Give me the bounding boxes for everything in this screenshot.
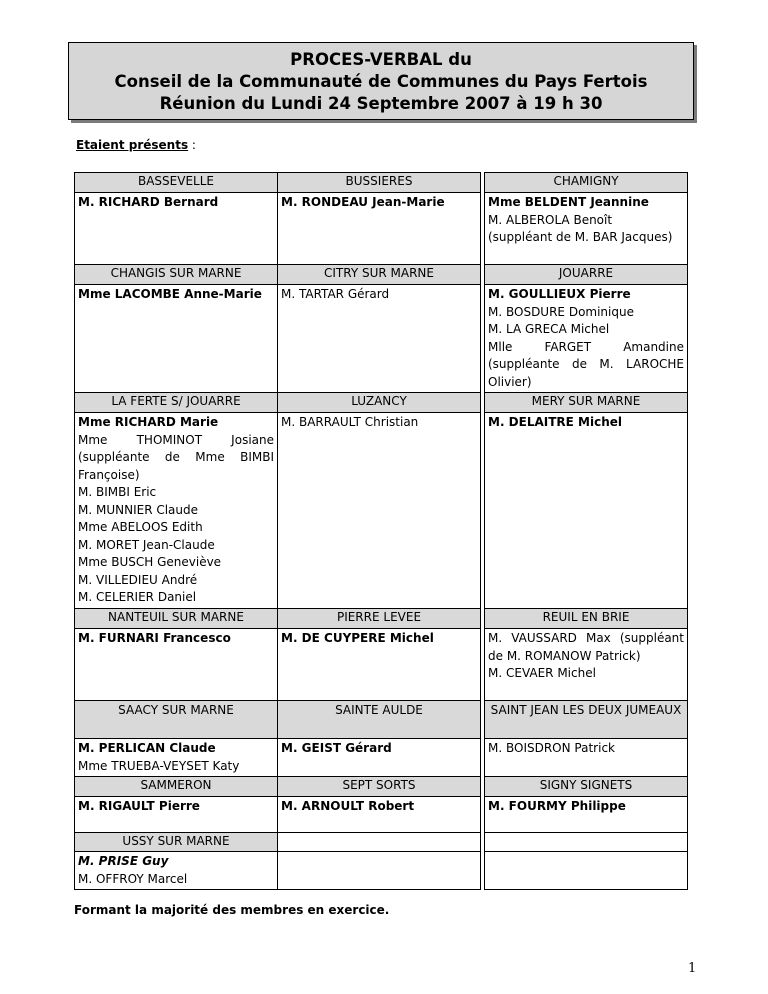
member-name: M. VAUSSARD Max (suppléant de M. ROMANOW Patrick): [488, 631, 684, 663]
present-label: Etaient présents: [76, 138, 189, 152]
member-cell: [485, 629, 688, 701]
member-name: M. LA GRECA Michel: [488, 322, 610, 336]
member-cell: [75, 285, 278, 393]
commune-header: SAINT JEAN LES DEUX JUMEAUX: [485, 701, 688, 739]
member-name: M. ALBEROLA Benoît: [488, 212, 613, 227]
member-name: (suppléant de M. BAR Jacques): [488, 230, 673, 244]
commune-header: BASSEVELLE: [75, 173, 278, 193]
member-cell: [278, 193, 481, 265]
member-name: Mme LACOMBE Anne-Marie: [78, 287, 262, 301]
member-cell: [485, 285, 688, 393]
member-name: M. RIGAULT Pierre: [78, 799, 200, 813]
member-cell: [75, 629, 278, 701]
commune-header: SAMMERON: [75, 777, 278, 797]
empty-cell: [278, 852, 481, 890]
member-cell: [278, 285, 481, 393]
member-cell: [485, 797, 688, 833]
commune-header: CITRY SUR MARNE: [278, 265, 481, 285]
member-name: M. MUNNIER Claude: [78, 502, 199, 517]
member-name: M. DE CUYPERE Michel: [281, 631, 434, 645]
member-name: M. DELAITRE Michel: [488, 415, 622, 429]
member-name: Mme ABELOOS Edith: [78, 520, 203, 534]
member-name: Mme THOMINOT Josiane (suppléante de Mme BIMBI Françoise): [78, 432, 274, 482]
present-colon: :: [188, 138, 196, 152]
member-name: M. CELERIER Daniel: [78, 590, 197, 604]
commune-header: JOUARRE: [485, 265, 688, 285]
empty-cell: [278, 833, 481, 852]
empty-cell: [485, 833, 688, 852]
member-name: M. GEIST Gérard: [281, 741, 392, 755]
commune-header: PIERRE LEVEE: [278, 609, 481, 629]
commune-header: SIGNY SIGNETS: [485, 777, 688, 797]
commune-header: MERY SUR MARNE: [485, 393, 688, 413]
member-name: M. CEVAER Michel: [488, 666, 596, 680]
member-cell: [278, 797, 481, 833]
member-name: M. MORET Jean-Claude: [78, 537, 215, 552]
empty-cell: [485, 852, 688, 890]
member-name: M. ARNOULT Robert: [281, 799, 415, 813]
member-cell: [75, 852, 278, 890]
member-cell: [485, 193, 688, 265]
member-name: M. OFFROY Marcel: [78, 871, 188, 886]
member-cell: [75, 193, 278, 265]
title-line-3: Réunion du Lundi 24 Septembre 2007 à 19 h 30: [159, 94, 603, 113]
member-name: M. BARRAULT Christian: [281, 415, 419, 429]
member-name: M. FURNARI Francesco: [78, 631, 231, 645]
commune-header: LA FERTE S/ JOUARRE: [75, 393, 278, 413]
member-cell: [278, 413, 481, 609]
member-name: M. TARTAR Gérard: [281, 287, 390, 301]
commune-header: NANTEUIL SUR MARNE: [75, 609, 278, 629]
commune-header: CHAMIGNY: [485, 173, 688, 193]
document-title: [68, 42, 694, 120]
member-cell: [75, 739, 278, 777]
member-cell: [278, 739, 481, 777]
member-name: M. BOSDURE Dominique: [488, 304, 634, 319]
member-name: Mme BUSCH Geneviève: [78, 555, 222, 569]
title-line-2: Conseil de la Communauté de Communes du Pays Fertois: [114, 72, 648, 91]
member-cell: [485, 413, 688, 609]
commune-header: SAINTE AULDE: [278, 701, 481, 739]
member-cell: [75, 413, 278, 609]
member-cell: [75, 797, 278, 833]
commune-header: USSY SUR MARNE: [75, 833, 278, 852]
member-name: M. RICHARD Bernard: [78, 195, 219, 209]
member-name: M. PERLICAN Claude: [78, 741, 216, 755]
member-name: M. GOULLIEUX Pierre: [488, 287, 631, 301]
commune-header: BUSSIERES: [278, 173, 481, 193]
member-name: M. VILLEDIEU André: [78, 572, 198, 587]
member-name: M. PRISE Guy: [78, 854, 169, 868]
footer-note: Formant la majorité des membres en exercice.: [74, 903, 390, 917]
member-cell: [278, 629, 481, 701]
member-name: Mlle FARGET Amandine (suppléante de M. LAROCHE Olivier): [488, 339, 684, 389]
commune-header: SEPT SORTS: [278, 777, 481, 797]
commune-header: SAACY SUR MARNE: [75, 701, 278, 739]
title-line-1: PROCES-VERBAL du: [290, 50, 472, 69]
member-name: M. BIMBI Eric: [78, 485, 157, 499]
present-heading: [76, 138, 196, 152]
member-name: M. RONDEAU Jean-Marie: [281, 195, 445, 209]
commune-header: LUZANCY: [278, 393, 481, 413]
member-name: M. FOURMY Philippe: [488, 799, 626, 813]
member-name: Mme TRUEBA-VEYSET Katy: [78, 758, 240, 773]
member-name: M. BOISDRON Patrick: [488, 741, 615, 755]
page-number: 1: [688, 961, 697, 976]
member-cell: [485, 739, 688, 777]
member-name: Mme RICHARD Marie: [78, 415, 219, 429]
commune-header: CHANGIS SUR MARNE: [75, 265, 278, 285]
member-name: Mme BELDENT Jeannine: [488, 195, 649, 209]
attendance-table: [74, 172, 688, 890]
commune-header: REUIL EN BRIE: [485, 609, 688, 629]
